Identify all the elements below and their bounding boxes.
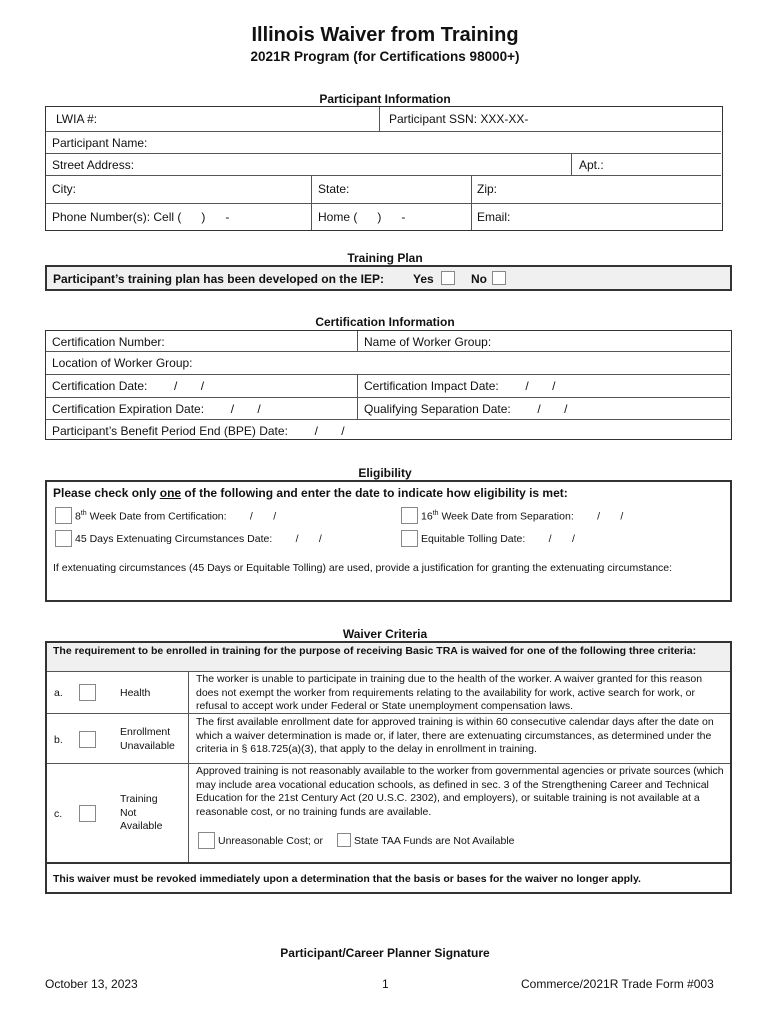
bpe-date-field[interactable]: Participant’s Benefit Period End (BPE) Date: / / <box>52 424 345 438</box>
training-plan-box <box>45 265 732 291</box>
criteria-a-letter: a. <box>54 687 63 699</box>
zip-field[interactable]: Zip: <box>477 182 498 196</box>
criteria-c-label: Training Not Available <box>120 793 163 832</box>
signature-heading: Participant/Career Planner Signature <box>280 946 490 960</box>
ssn-field[interactable]: Participant SSN: XXX-XX- <box>389 112 529 126</box>
participant-name-field[interactable]: Participant Name: <box>52 136 148 150</box>
footer-page-number: 1 <box>382 977 389 991</box>
email-field[interactable]: Email: <box>477 210 511 224</box>
footer-form-number: Commerce/2021R Trade Form #003 <box>521 977 714 991</box>
criteria-a-label: Health <box>120 687 151 699</box>
eligibility-16th-week-label: 16th Week Date from Separation: / / <box>421 510 624 523</box>
training-plan-question: Participant’s training plan has been developed on the IEP: <box>53 272 384 286</box>
eligibility-16th-week-checkbox[interactable] <box>401 507 418 524</box>
state-taa-funds-label: State TAA Funds are Not Available <box>354 835 515 847</box>
criteria-a-checkbox[interactable] <box>79 684 96 701</box>
criteria-a-text: The worker is unable to participate in training due to the health of the worker. A waiver granted for this reason does not exempt the worker from requirements relating to the availability for work, active search for work, or refusal to accept work under Federal or State unemployment compensation laws. <box>196 673 703 712</box>
eligibility-box <box>45 480 732 602</box>
eligibility-equitable-tolling-checkbox[interactable] <box>401 530 418 547</box>
page-title: Illinois Waiver from Training <box>251 24 519 46</box>
eligibility-heading: Eligibility <box>358 466 412 480</box>
eligibility-45-days-label: 45 Days Extenuating Circumstances Date: / / <box>75 533 322 545</box>
criteria-b-label: Enrollment Unavailable <box>120 726 175 752</box>
waiver-intro: The requirement to be enrolled in training for the purpose of receiving Basic TRA is waived for one of the following three criteria: <box>53 645 697 657</box>
participant-info-table <box>45 106 723 231</box>
worker-group-location-field[interactable]: Location of Worker Group: <box>52 356 193 370</box>
criteria-b-checkbox[interactable] <box>79 731 96 748</box>
participant-info-heading: Participant Information <box>319 92 451 106</box>
eligibility-45-days-checkbox[interactable] <box>55 530 72 547</box>
certification-expiration-field[interactable]: Certification Expiration Date: / / <box>52 402 261 416</box>
certification-impact-date-field[interactable]: Certification Impact Date: / / <box>364 379 556 393</box>
footer-date: October 13, 2023 <box>45 977 138 991</box>
eligibility-8th-week-checkbox[interactable] <box>55 507 72 524</box>
criteria-b-text: The first available enrollment date for approved training is within 60 consecutive calendar days after the date on which a waiver determination is made or, if later, there are extenuating circumstances, as determined under the criteria in § 618.725(a)(3), that apply to the delay in enrollment in training. <box>196 716 714 755</box>
worker-group-field[interactable]: Name of Worker Group: <box>364 335 492 349</box>
apt-field[interactable]: Apt.: <box>579 158 604 172</box>
criteria-c-letter: c. <box>54 808 63 820</box>
eligibility-equitable-tolling-label: Equitable Tolling Date: / / <box>421 533 575 545</box>
justification-prompt: If extenuating circumstances (45 Days or Equitable Tolling) are used, provide a justification for granting the extenuating circumstance: <box>53 562 673 574</box>
criteria-c-text: Approved training is not reasonably available to the worker from governmental agencies or private sources (which may include area vocational education schools, as defined in sec. 3 of the Strengthening Career and Technical Education for the 21st Century Act (20 U.S.C. 2302), and employers), or suitable training is not available at a reasonable cost, or no training funds are available. <box>196 765 724 818</box>
criteria-c-checkbox[interactable] <box>79 805 96 822</box>
unreasonable-cost-checkbox[interactable] <box>198 832 215 849</box>
certification-date-field[interactable]: Certification Date: / / <box>52 379 205 393</box>
waiver-criteria-heading: Waiver Criteria <box>342 627 428 641</box>
criteria-b-letter: b. <box>54 734 63 746</box>
certification-info-heading: Certification Information <box>315 315 455 329</box>
yes-label: Yes <box>413 272 434 286</box>
lwia-field[interactable]: LWIA #: <box>56 112 98 126</box>
yes-checkbox[interactable] <box>441 271 455 285</box>
city-field[interactable]: City: <box>52 182 76 196</box>
unreasonable-cost-label: Unreasonable Cost; or <box>218 835 324 847</box>
street-address-field[interactable]: Street Address: <box>52 158 135 172</box>
certification-number-field[interactable]: Certification Number: <box>52 335 165 349</box>
certification-info-table <box>45 330 732 440</box>
cell-phone-field[interactable]: Phone Number(s): Cell ( ) - <box>52 210 230 224</box>
home-phone-field[interactable]: Home ( ) - <box>318 210 406 224</box>
no-label: No <box>471 272 487 286</box>
eligibility-8th-week-label: 8th Week Date from Certification: / / <box>75 510 277 523</box>
page-subtitle: 2021R Program (for Certifications 98000+) <box>250 49 520 64</box>
state-field[interactable]: State: <box>318 182 350 196</box>
no-checkbox[interactable] <box>492 271 506 285</box>
waiver-revoke-notice: This waiver must be revoked immediately upon a determination that the basis or bases for the waiver no longer apply. <box>53 873 641 885</box>
waiver-criteria-table <box>45 641 732 894</box>
qualifying-separation-field[interactable]: Qualifying Separation Date: / / <box>364 402 568 416</box>
training-plan-heading: Training Plan <box>347 251 423 265</box>
state-taa-funds-checkbox[interactable] <box>337 833 351 847</box>
eligibility-instructions: Please check only one of the following and enter the date to indicate how eligibility is met: <box>53 486 568 500</box>
